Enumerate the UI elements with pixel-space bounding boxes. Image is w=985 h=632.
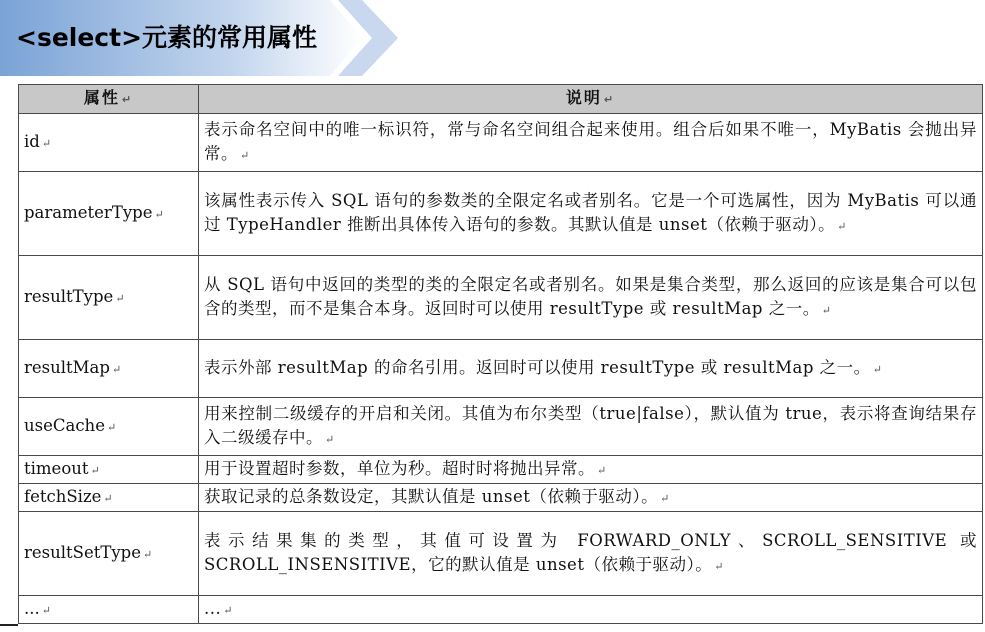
page-edge-line xyxy=(0,624,18,626)
table-row xyxy=(19,484,983,512)
paragraph-mark: ↵ xyxy=(154,207,164,221)
paragraph-mark: ↵ xyxy=(111,362,122,376)
desc-cell: 用来控制二级缓存的开启和关闭。其值为布尔类型（true|false），默认值为 true，表示将查询结果存入二级缓存中。 ↵ xyxy=(199,398,983,456)
attr-cell: resultMap ↵ xyxy=(19,340,199,398)
paragraph-mark: ↵ xyxy=(821,303,832,317)
paragraph-mark: ↵ xyxy=(325,432,335,446)
table-row xyxy=(19,340,983,398)
desc-cell: 用于设置超时参数，单位为秒。超时时将抛出异常。 ↵ xyxy=(199,456,983,484)
table-row xyxy=(19,512,983,596)
desc-cell: 表示外部 resultMap 的命名引用。返回时可以使用 resultType 或 resultMap 之一。 ↵ xyxy=(199,340,983,398)
paragraph-mark: ↵ xyxy=(103,491,113,505)
paragraph-mark: ↵ xyxy=(106,420,117,434)
attr-cell: useCache ↵ xyxy=(19,398,199,456)
desc-cell: 该属性表示传入 SQL 语句的参数类的全限定名或者别名。它是一个可选属性，因为 MyBatis 可以通过 TypeHandler 推断出具体传入语句的参数。其默认值是 unset（依赖于驱动）。 ↵ xyxy=(199,172,983,256)
attr-cell: timeout ↵ xyxy=(19,456,199,484)
attributes-table xyxy=(18,84,983,624)
paragraph-mark: ↵ xyxy=(603,93,616,106)
column-header-attr: 属性 ↵ xyxy=(19,85,199,114)
paragraph-mark: ↵ xyxy=(41,136,52,150)
paragraph-mark: ↵ xyxy=(143,547,153,561)
paragraph-mark: ↵ xyxy=(660,491,670,505)
paragraph-mark: ↵ xyxy=(121,93,134,106)
paragraph-mark: ↵ xyxy=(90,463,100,477)
paragraph-mark: ↵ xyxy=(223,603,233,617)
table-row xyxy=(19,456,983,484)
attr-cell: parameterType ↵ xyxy=(19,172,199,256)
attr-cell: fetchSize ↵ xyxy=(19,484,199,512)
attr-cell: resultSetType ↵ xyxy=(19,512,199,596)
desc-cell: 获取记录的总条数设定，其默认值是 unset（依赖于驱动）。 ↵ xyxy=(199,484,983,512)
table-row xyxy=(19,596,983,624)
desc-cell: 从 SQL 语句中返回的类型的类的全限定名或者别名。如果是集合类型，那么返回的应该是集合可以包含的类型，而不是集合本身。返回时可以使用 resultType 或 resultMap 之一。 ↵ xyxy=(199,256,983,340)
paragraph-mark: ↵ xyxy=(240,148,250,162)
paragraph-mark: ↵ xyxy=(115,291,125,305)
paragraph-mark: ↵ xyxy=(41,603,51,617)
table-row xyxy=(19,256,983,340)
attr-cell: resultType ↵ xyxy=(19,256,199,340)
table-row xyxy=(19,114,983,172)
paragraph-mark: ↵ xyxy=(837,219,847,233)
desc-cell: 表示结果集的类型，其值可设置为 FORWARD_ONLY、SCROLL_SENSITIVE 或 SCROLL_INSENSITIVE，它的默认值是 unset（依赖于驱动）。 ↵ xyxy=(199,512,983,596)
table-row xyxy=(19,398,983,456)
paragraph-mark: ↵ xyxy=(597,463,607,477)
desc-cell: 表示命名空间中的唯一标识符，常与命名空间组合起来使用。组合后如果不唯一，MyBatis 会抛出异常。 ↵ xyxy=(199,114,983,172)
column-header-desc: 说明 ↵ xyxy=(199,85,983,114)
paragraph-mark: ↵ xyxy=(714,559,724,573)
table-row xyxy=(19,172,983,256)
paragraph-mark: ↵ xyxy=(872,362,883,376)
attr-cell: ... ↵ xyxy=(19,596,199,624)
desc-cell: ... ↵ xyxy=(199,596,983,624)
attr-cell: id ↵ xyxy=(19,114,199,172)
title-banner xyxy=(0,0,400,76)
page-title: <select>元素的常用属性 xyxy=(16,23,318,52)
table-header-row xyxy=(19,85,983,114)
